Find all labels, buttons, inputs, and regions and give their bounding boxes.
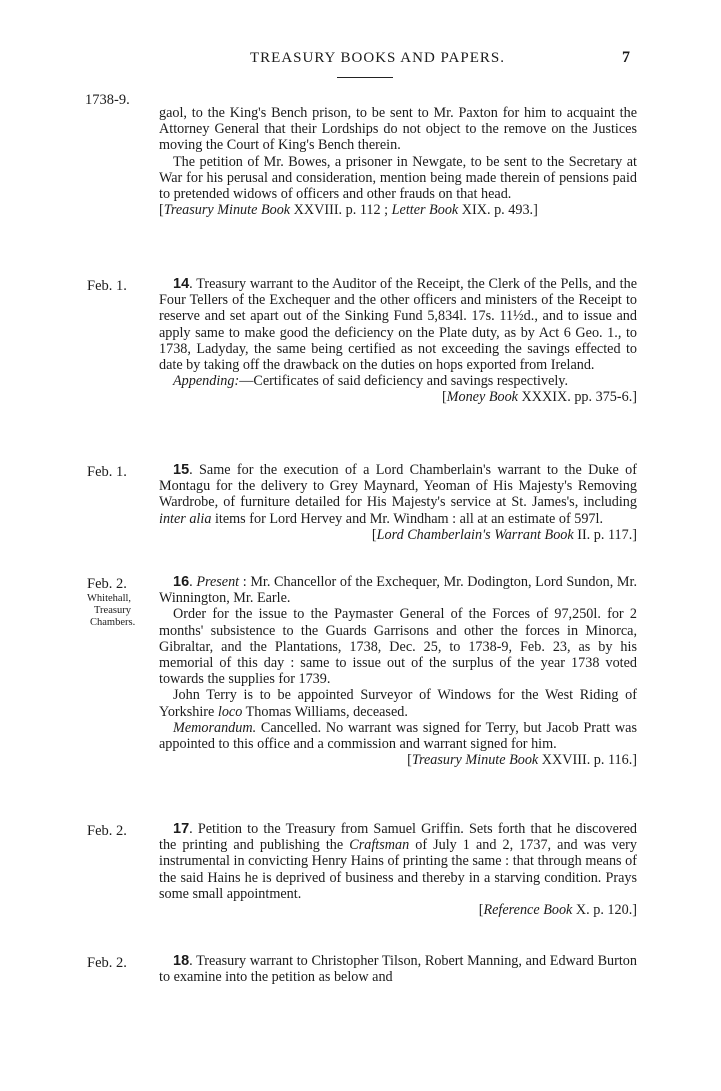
memo-label: Memorandum. [173,719,257,736]
source-reference: [Reference Book X. p. 120.] [478,902,637,919]
ref-book: Treasury Minute Book [163,202,291,219]
ref-book: Letter Book [391,202,459,219]
entry-text [159,462,637,543]
entry-text [159,574,637,768]
italic-phrase: loco [217,703,243,720]
entry-body: of July 1 and 2, 1737, and was very instrumental in convicting Henry Hains of printing the same : that through means of the said Hains he is deprived of business and thereby in a starving condition. Prays some small appointment. [159,837,638,902]
entry-body: : Mr. Chancellor of the Exchequer, Mr. Dodington, Lord Sundon, Mr. Winnington, Mr. Earle. [159,574,637,607]
entry-date: Feb. 2. [87,955,127,971]
date-text: Feb. 2. [87,576,127,592]
paragraph [159,687,637,719]
ref-book: Money Book [446,389,518,406]
entry-date: Feb. 1. [87,278,127,294]
paragraph: 15. Same for the execution of a Lord Chamberlain's warrant to the Duke of Montagu for the delivery to Grey Maynard, Yeoman of His Majesty's Removing Wardrobe, of furniture detailed for His Majesty's service at St. James's, including inter alia items for Lord Hervey and Mr. Windham : all at an estimate of 597l. [159,462,637,527]
italic-phrase: Craftsman [349,837,410,854]
entry-body: Petition to the Treasury from Samuel Griffin. Sets forth that he discovered the printing and publishing the [159,821,638,854]
source-reference: [Treasury Minute Book XXVIII. p. 116.] [407,752,637,769]
place-line: Whitehall, [87,593,132,604]
paragraph: The petition of Mr. Bowes, a prisoner in Newgate, to be sent to the Secretary at War for his perusal and consideration, mention being made therein of pensions paid to pretended widows of officers and other frauds on that head. [159,153,637,203]
entry-body: Treasury warrant to the Auditor of the Receipt, the Clerk of the Pells, and the Four Tellers of the Exchequer and the other officers and ministers of the Receipt to reserve and set apart out of the Sinking Fund 5,834l. 17s. 11½d., and to issue and apply same to make good the deficiency on the Plate duty, as by Act 6 Geo. 1., to 1738, Ladyday, the same being certified as not exceeding the savings effected to date by taking off the drawback on the duties on hops exported from Ireland. [159,276,638,374]
source-reference: [Treasury Minute Book XXVIII. p. 112 ; Letter Book XIX. p. 493.] [159,202,538,219]
entry-text [159,105,637,218]
paragraph: 17. Petition to the Treasury from Samuel Griffin. Sets forth that he discovered the printing and publishing the Craftsman of July 1 and 2, 1737, and was very instrumental in convicting Henry Hains of printing the same : that through means of the said Hains he is deprived of business and thereby in a starving condition. Prays some small appointment. [159,821,638,902]
paragraph: gaol, to the King's Bench prison, to be sent to Mr. Paxton for him to acquaint the Attorney General that their Lordships do not object to the remove on the Justices moving the Court of King's Bench therein. [159,105,637,154]
page-header [0,46,721,86]
entry-text [159,953,637,985]
place-line: Treasury [94,605,131,616]
paragraph: 18. Treasury warrant to Christopher Tilson, Robert Manning, and Edward Burton to examine into the petition as below and [159,953,637,986]
entry-date: Feb. 2. [87,823,127,839]
ref-detail: XXVIII. p. 116.] [538,752,637,769]
source-reference: [Lord Chamberlain's Warrant Book II. p. 117.] [371,526,637,543]
ref-book: Lord Chamberlain's Warrant Book [376,526,574,543]
page-number: 7 [622,49,630,66]
ref-detail: XXXIX. pp. 375-6.] [517,389,637,406]
ref-detail: II. p. 117.] [573,526,637,543]
ref-book: Reference Book [483,902,573,919]
running-title: TREASURY BOOKS AND PAPERS. [250,50,505,66]
memo-text: Cancelled. No warrant was signed for Terry, but Jacob Pratt was appointed to this office and a commission and warrant signed for him. [159,719,637,753]
appending-note [159,373,637,389]
entry-number: 15 [173,462,190,478]
ref-detail: X. p. 120.] [572,902,637,919]
paragraph: 14. Treasury warrant to the Auditor of the Receipt, the Clerk of the Pells, and the Four Tellers of the Exchequer and the other officers and ministers of the Receipt to reserve and set apart out of the Sinking Fund 5,834l. 17s. 11½d., and to issue and apply same to make good the deficiency on the Plate duty, as by Act 6 Geo. 1., to 1738, Ladyday, the same being certified as not exceeding the savings effected to date by taking off the drawback on the duties on hops exported from Ireland. [159,276,638,374]
ref-book: Treasury Minute Book [411,752,539,769]
entry-date: Feb. 1. [87,464,127,480]
memorandum [159,720,637,752]
appending-label: Appending: [173,373,240,390]
italic-phrase: inter alia [159,510,212,527]
entry-body: Treasury warrant to Christopher Tilson, Robert Manning, and Edward Burton to examine into the petition as below and [159,953,637,986]
appending-text: —Certificates of said deficiency and savings respectively. [239,373,569,390]
entry-text [159,821,637,918]
header-rule [337,77,393,78]
entry-number: 17 [173,821,190,837]
entry-body: Same for the execution of a Lord Chamberlain's warrant to the Duke of Montagu for the delivery to Grey Maynard, Yeoman of His Majesty's Removing Wardrobe, of furniture detailed for His Majesty's service at St. James's, including [159,462,637,511]
present-label: Present [196,574,240,590]
entry-date [87,576,157,629]
entry-number: 16 [173,574,190,590]
entry-body: items for Lord Hervey and Mr. Windham : all at an estimate of 597l. [211,510,604,527]
entry-body: Thomas Williams, deceased. [242,703,408,720]
entry-text [159,276,637,406]
ref-detail: XIX. p. 493.] [458,202,538,219]
entry-body: John Terry is to be appointed Surveyor of Windows for the West Riding of Yorkshire [159,687,637,720]
source-reference: [Money Book XXXIX. pp. 375-6.] [441,389,637,406]
year-label: 1738-9. [85,92,130,108]
paragraph: Order for the issue to the Paymaster General of the Forces of 97,250l. for 2 months' subsistence to the Guards Garrisons and other the forces in Minorca, Gibraltar, and the Plantations, 1738, Dec. 25, to 1738-9, Feb. 23, as by his memorial of this day : same to issue out of the surplus of the year 1738 voted towards the supplies for 1739. [159,606,637,688]
entry-number: 18 [173,953,190,969]
ref-detail: XXVIII. p. 112 ; [290,202,392,219]
place-line: Chambers. [90,617,136,628]
entry-number: 14 [173,276,190,292]
paragraph: 16. Present : Mr. Chancellor of the Exchequer, Mr. Dodington, Lord Sundon, Mr. Winnington, Mr. Earle. [159,574,637,607]
